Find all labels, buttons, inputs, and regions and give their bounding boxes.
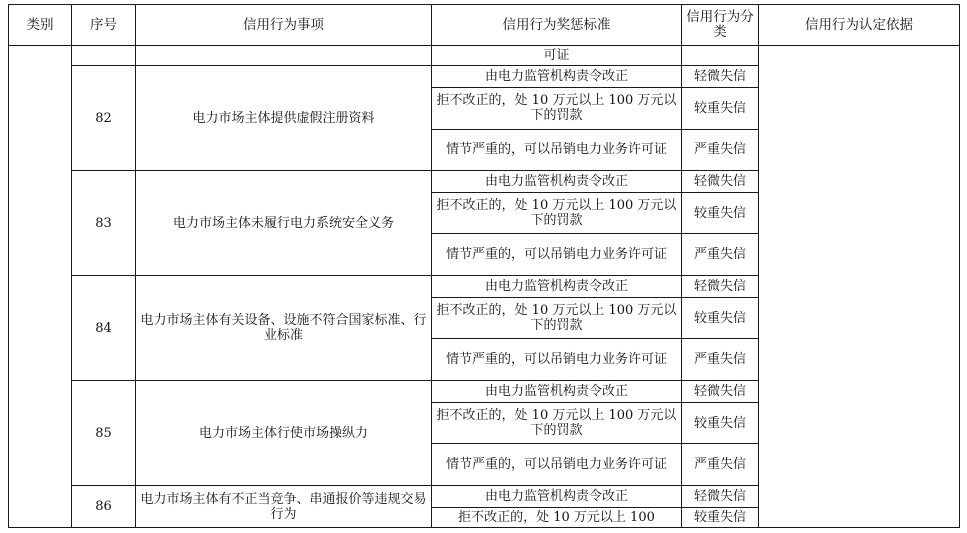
standard-cell: 情节严重的，可以吊销电力业务许可证 xyxy=(432,234,682,276)
item-number: 83 xyxy=(72,171,136,276)
class-cell: 轻微失信 xyxy=(682,486,759,507)
class-cell: 轻微失信 xyxy=(682,381,759,402)
class-cell: 严重失信 xyxy=(682,339,759,381)
item-matter: 电力市场主体提供虚假注册资料 xyxy=(136,66,432,171)
credit-behavior-table xyxy=(8,4,960,528)
item-matter: 电力市场主体行使市场操纵力 xyxy=(136,381,432,486)
item-number: 84 xyxy=(72,276,136,381)
standard-cell: 拒不改正的，处 10 万元以上 100 万元以下的罚款 xyxy=(432,402,682,444)
class-cell: 严重失信 xyxy=(682,234,759,276)
class-cell: 较重失信 xyxy=(682,87,759,129)
header-number: 序号 xyxy=(72,5,136,46)
standard-cell: 由电力监管机构责令改正 xyxy=(432,486,682,507)
class-cell: 较重失信 xyxy=(682,192,759,234)
header-matter: 信用行为事项 xyxy=(136,5,432,46)
class-cell: 轻微失信 xyxy=(682,276,759,297)
item-matter: 电力市场主体有不正当竞争、串通报价等违规交易行为 xyxy=(136,486,432,528)
class-cell: 较重失信 xyxy=(682,402,759,444)
standard-cell: 拒不改正的，处 10 万元以上 100 万元以下的罚款 xyxy=(432,87,682,129)
header-classification: 信用行为分类 xyxy=(682,5,759,46)
standard-cell: 情节严重的，可以吊销电力业务许可证 xyxy=(432,129,682,171)
item-matter: 电力市场主体有关设备、设施不符合国家标准、行业标准 xyxy=(136,276,432,381)
continuation-row xyxy=(9,46,960,66)
header-basis: 信用行为认定依据 xyxy=(759,5,960,46)
class-cell: 轻微失信 xyxy=(682,171,759,192)
standard-cell: 情节严重的，可以吊销电力业务许可证 xyxy=(432,444,682,486)
continuation-number-cell xyxy=(72,46,136,66)
standard-cell: 由电力监管机构责令改正 xyxy=(432,171,682,192)
class-cell: 严重失信 xyxy=(682,129,759,171)
item-number: 86 xyxy=(72,486,136,528)
standard-cell: 拒不改正的，处 10 万元以上 100 万元以下的罚款 xyxy=(432,192,682,234)
item-number: 85 xyxy=(72,381,136,486)
standard-cell: 由电力监管机构责令改正 xyxy=(432,276,682,297)
class-cell: 较重失信 xyxy=(682,297,759,339)
continuation-matter-cell xyxy=(136,46,432,66)
header-standard: 信用行为奖惩标准 xyxy=(432,5,682,46)
credit-behavior-table-page xyxy=(8,4,959,528)
standard-cell: 由电力监管机构责令改正 xyxy=(432,381,682,402)
basis-cell xyxy=(759,46,960,528)
class-cell: 轻微失信 xyxy=(682,66,759,87)
header-category: 类别 xyxy=(9,5,72,46)
item-number: 82 xyxy=(72,66,136,171)
header-row xyxy=(9,5,960,46)
standard-cell: 情节严重的，可以吊销电力业务许可证 xyxy=(432,339,682,381)
class-cell: 严重失信 xyxy=(682,444,759,486)
standard-cell: 由电力监管机构责令改正 xyxy=(432,66,682,87)
standard-cell: 拒不改正的，处 10 万元以上 100 万元以下的罚款 xyxy=(432,297,682,339)
continuation-standard-cell: 可证 xyxy=(432,46,682,66)
category-cell xyxy=(9,46,72,528)
class-cell: 较重失信 xyxy=(682,507,759,527)
item-matter: 电力市场主体未履行电力系统安全义务 xyxy=(136,171,432,276)
standard-cell: 拒不改正的，处 10 万元以上 100 xyxy=(432,507,682,527)
continuation-class-cell xyxy=(682,46,759,66)
